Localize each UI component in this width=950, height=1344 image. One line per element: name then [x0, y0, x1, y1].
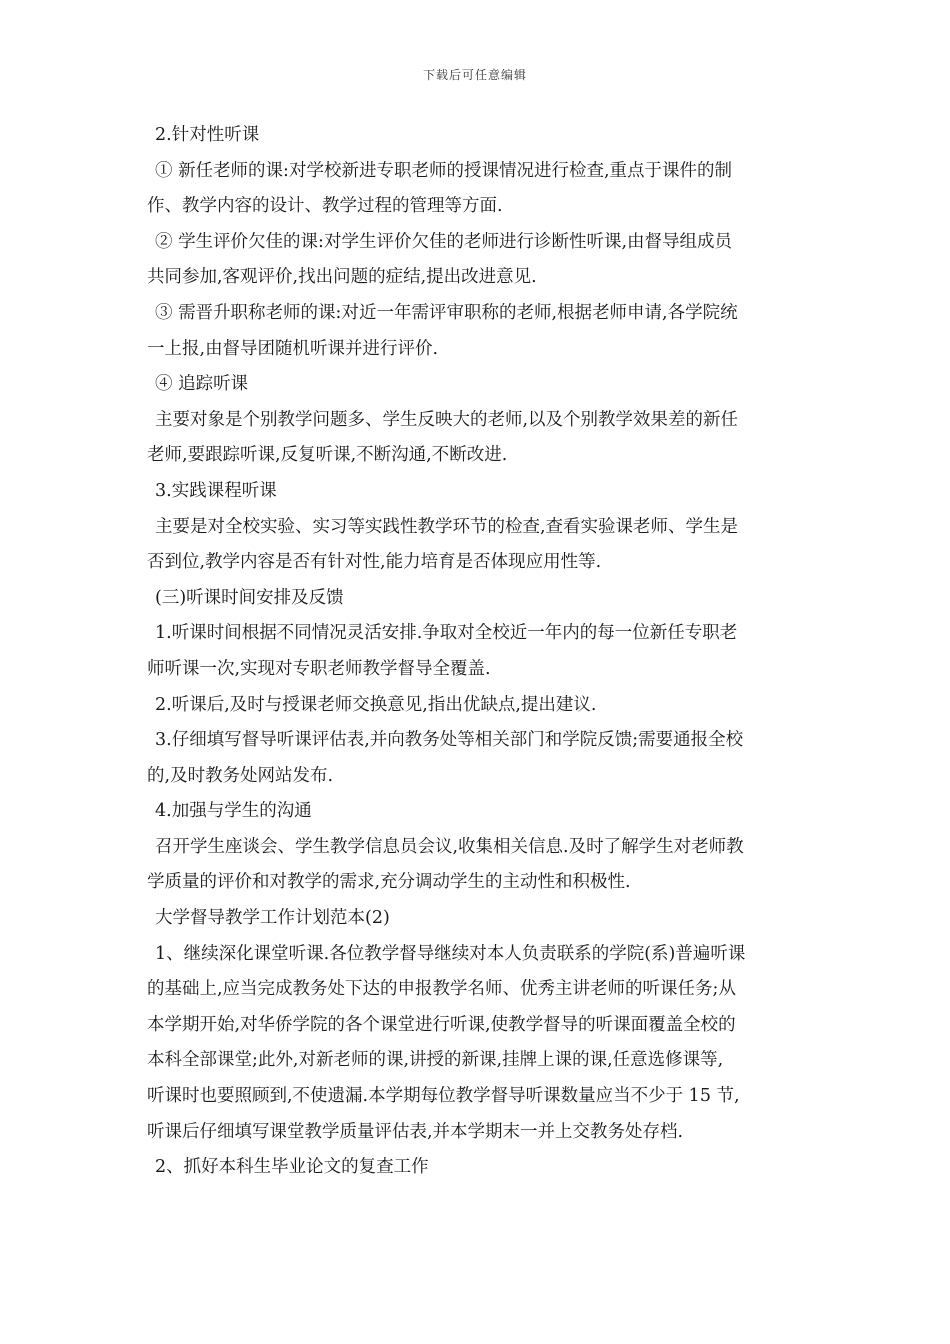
document-line: 的基础上,应当完成教务处下达的申报教学名师、优秀主讲老师的听课任务;从 [147, 979, 736, 1000]
document-line: 学质量的评价和对教学的需求,充分调动学生的主动性和积极性. [147, 872, 631, 893]
document-line: 2.针对性听课 [155, 125, 260, 145]
document-line: 本科全部课堂;此外,对新老师的课,讲授的新课,挂牌上课的课,任意选修课等, [147, 1050, 724, 1071]
page-header: 下载后可任意编辑 [422, 68, 527, 82]
document-line: 否到位,教学内容是否有针对性,能力培育是否体现应用性等. [147, 552, 602, 573]
document-line: 1.听课时间根据不同情况灵活安排.争取对全校近一年内的每一位新任专职老 [155, 623, 738, 644]
document-line: ③ 需晋升职称老师的课:对近一年需评审职称的老师,根据老师申请,各学院统 [155, 302, 738, 323]
document-line: 2、抓好本科生毕业论文的复查工作 [155, 1157, 429, 1178]
document-line: 召开学生座谈会、学生教学信息员会议,收集相关信息.及时了解学生对老师教 [155, 836, 744, 857]
document-line: 1、继续深化课堂听课.各位教学督导继续对本人负责联系的学院(系)普遍听课 [155, 943, 746, 964]
document-line: 共同参加,客观评价,找出问题的症结,提出改进意见. [147, 267, 537, 288]
document-body [147, 118, 812, 1186]
document-line: 听课后仔细填写课堂教学质量评估表,并本学期末一并上交教务处存档. [147, 1121, 684, 1142]
document-line: 作、教学内容的设计、教学过程的管理等方面. [147, 196, 503, 217]
document-line: 2.听课后,及时与授课老师交换意见,指出优缺点,提出建议. [155, 694, 597, 715]
document-line: 4.加强与学生的沟通 [155, 801, 312, 822]
document-line: 大学督导教学工作计划范本(2) [155, 908, 390, 929]
document-line: 3.实践课程听课 [155, 480, 277, 501]
document-line: ① 新任老师的课:对学校新进专职老师的授课情况进行检查,重点于课件的制 [155, 160, 733, 181]
document-line: 一上报,由督导团随机听课并进行评价. [147, 338, 439, 359]
document-line: 主要是对全校实验、实习等实践性教学环节的检查,查看实验课老师、学生是 [155, 516, 739, 537]
document-line: ④ 追踪听课 [155, 374, 249, 395]
document-line: 听课时也要照顾到,不使遗漏.本学期每位教学督导听课数量应当不少于 15 节, [147, 1086, 740, 1107]
document-line: (三)听课时间安排及反馈 [155, 587, 344, 608]
document-line: 的,及时教务处网站发布. [147, 765, 334, 786]
document-line: 主要对象是个别教学问题多、学生反映大的老师,以及个别教学效果差的新任 [155, 409, 739, 430]
document-line: 本学期开始,对华侨学院的各个课堂进行听课,使教学督导的听课面覆盖全校的 [147, 1014, 736, 1035]
document-line: 师听课一次,实现对专职老师教学督导全覆盖. [147, 658, 491, 679]
document-line: 老师,要跟踪听课,反复听课,不断沟通,不断改进. [147, 445, 508, 466]
document-line: 3.仔细填写督导听课评估表,并向教务处等相关部门和学院反馈;需要通报全校 [155, 730, 744, 751]
document-line: ② 学生评价欠佳的课:对学生评价欠佳的老师进行诊断性听课,由督导组成员 [155, 231, 733, 252]
